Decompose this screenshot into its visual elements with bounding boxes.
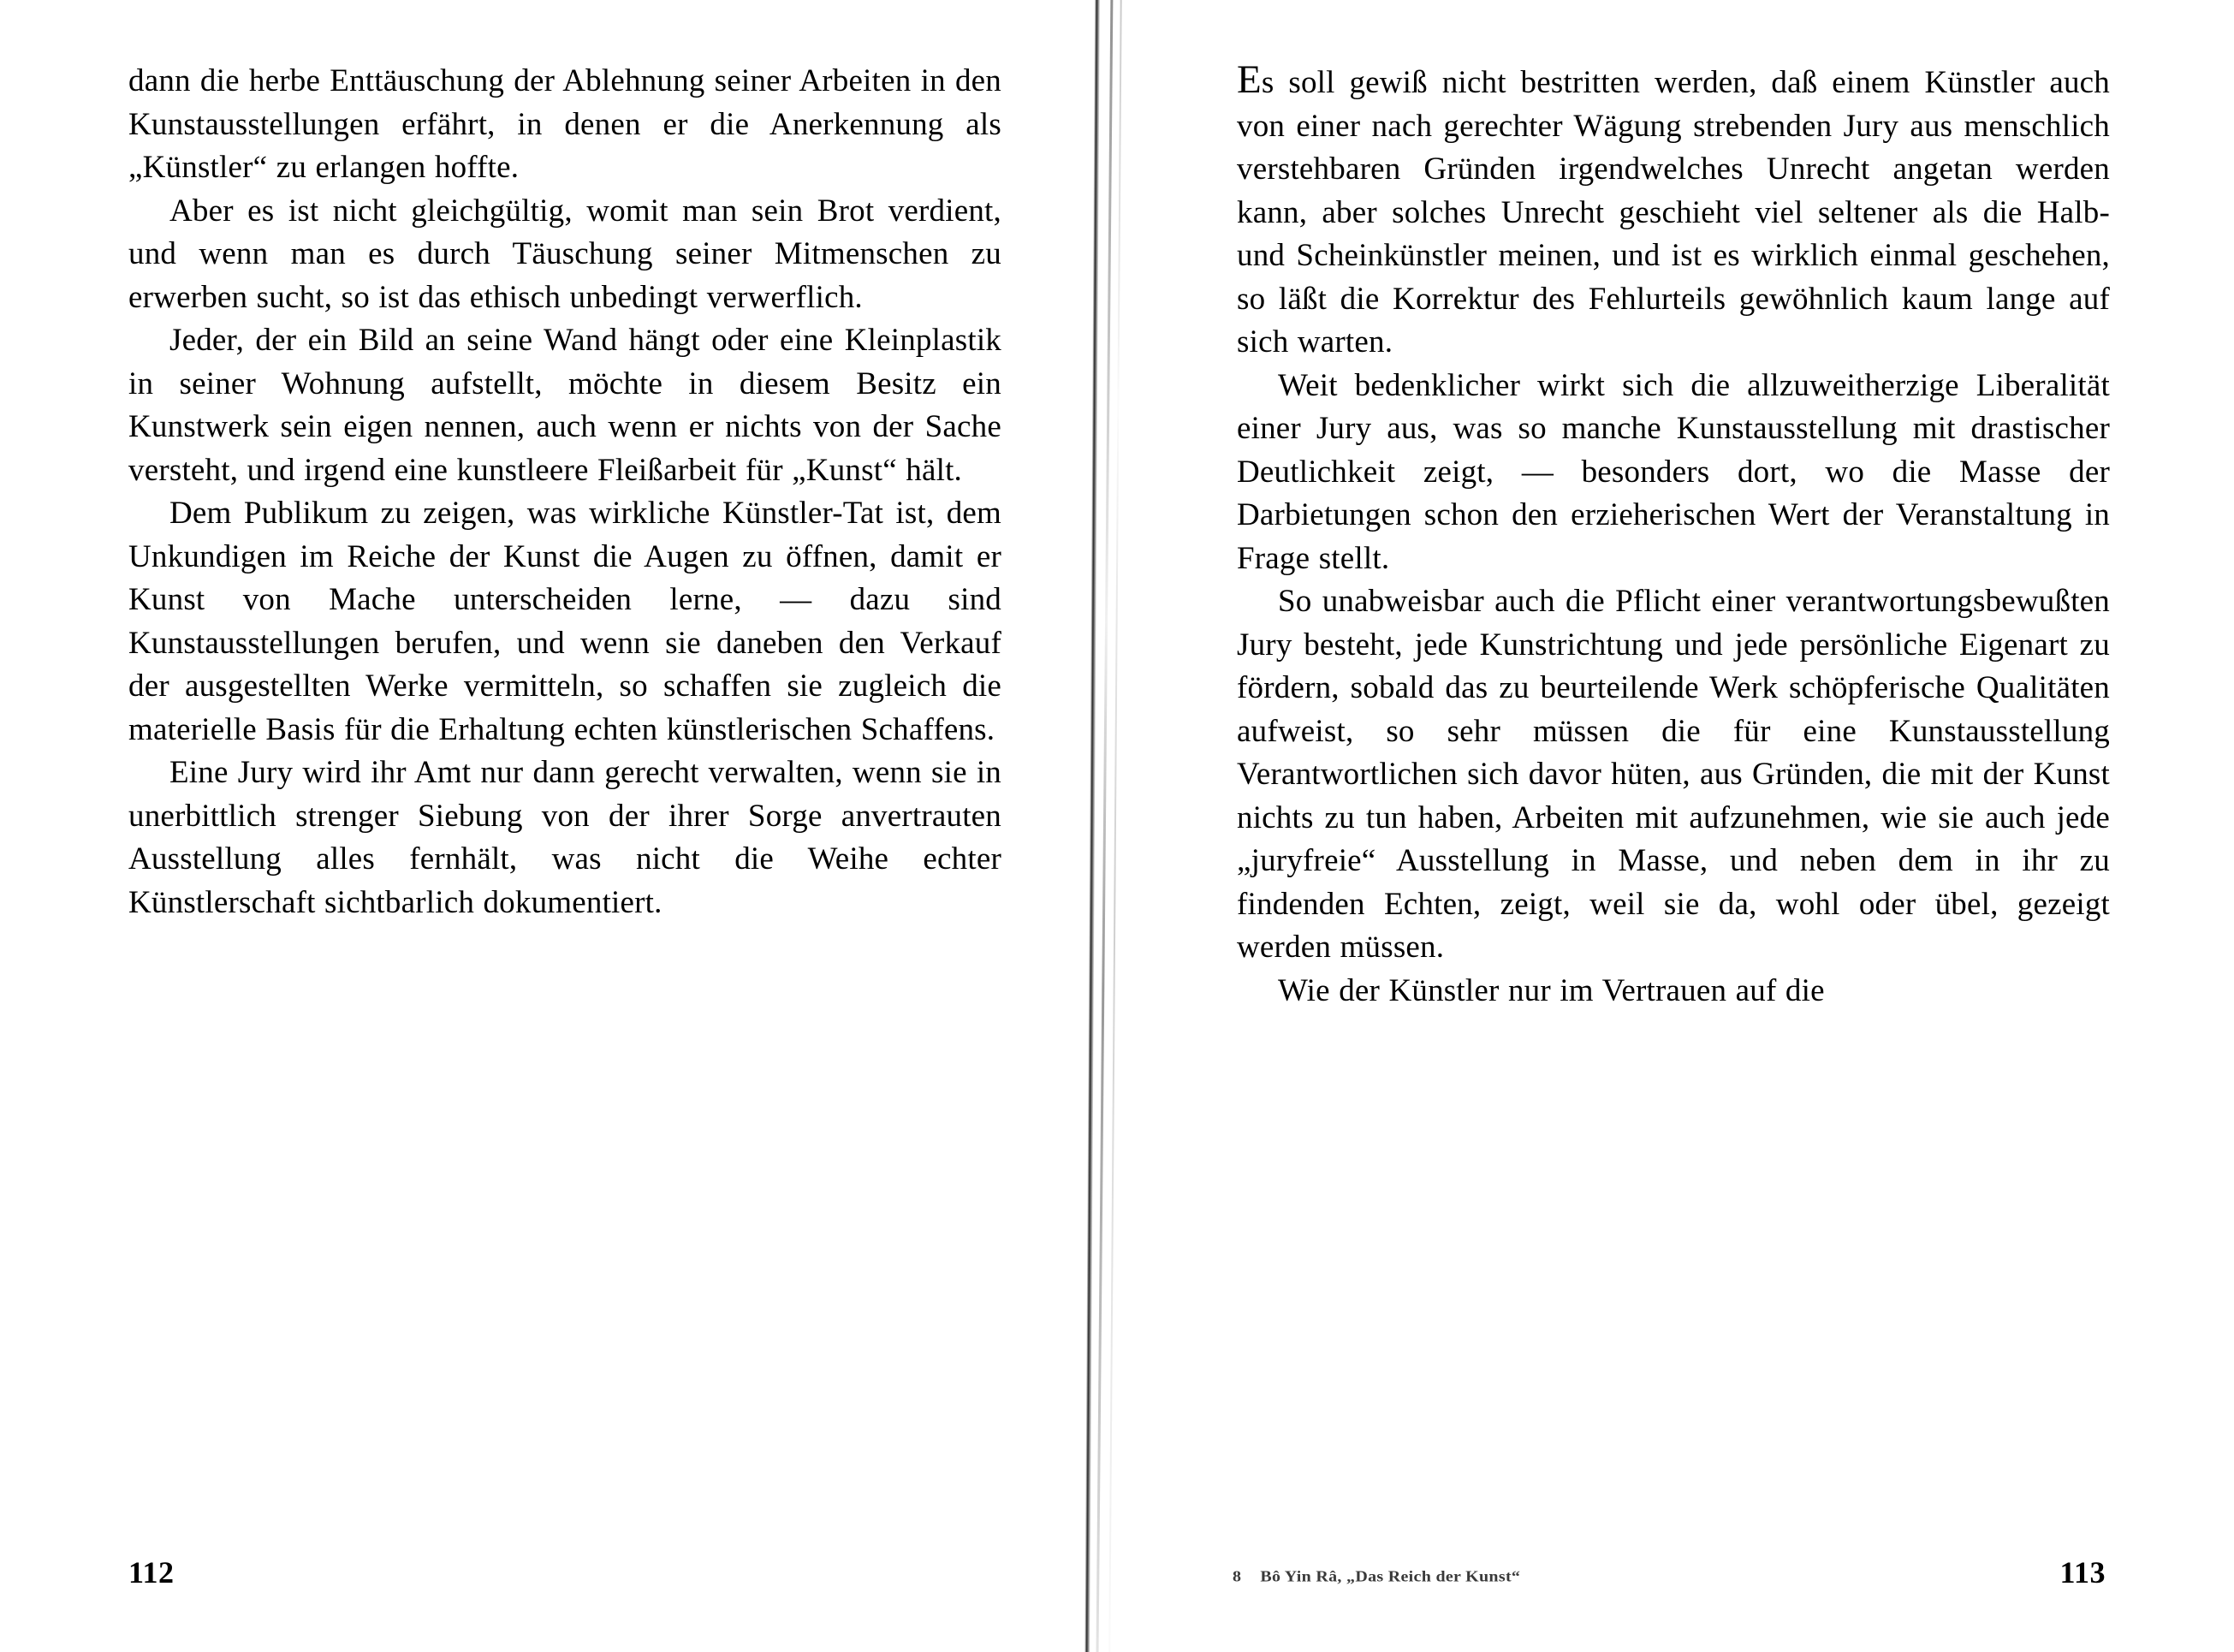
drop-cap: E [1237,57,1262,102]
paragraph: Eine Jury wird ihr Amt nur dann gerecht verwalten, wenn sie in unerbittlich strenger Siebung von der ihrer Sorge anvertrauten Ausstellung alles fernhält, was nicht die Weihe echter Künstlerschaft sichtbarlich dokumentiert. [128,755,1001,920]
paragraph: Dem Publikum zu zeigen, was wirkliche Künstler-Tat ist, dem Unkundigen im Reiche der Kunst die Augen zu öffnen, damit er Kunst von Mache unterscheiden lerne, — dazu sind Kunstausstellungen berufen, und wenn sie daneben den Verkauf der ausgestellten Werke vermitteln, so schaffen sie zugleich die materielle Basis für die Erhaltung echten künstlerischen Schaffens. [128,496,1001,747]
left-page-text-column [128,60,1001,924]
paragraph: dann die herbe Enttäuschung der Ablehnung seiner Arbeiten in den Kunstausstellungen erfährt, in denen er die Anerkennung als „Künstler“ zu erlangen hoffte. [128,63,1001,185]
paragraph-text: s soll gewiß nicht bestritten werden, daß einem Künstler auch von einer nach gerechter Wägung strebenden Jury aus menschlich verstehbaren Gründen irgendwelches Unrecht angetan werden kann, aber solches Unrecht geschieht viel seltener als die Halb- und Scheinkünstler meinen, und ist es wirklich einmal geschehen, so läßt die Korrektur des Fehlurteils gewöhnlich kaum lange auf sich warten. [1237,65,2110,360]
paragraph: Aber es ist nicht gleichgültig, womit man sein Brot verdient, und wenn man es durch Täuschung seiner Mitmenschen zu erwerben sucht, so ist das ethisch unbedingt verwerflich. [128,193,1001,315]
running-footer-text: Bô Yin Râ, „Das Reich der Kunst“ [1260,1567,1521,1586]
page-number-left: 112 [128,1555,175,1590]
paragraph-with-dropcap [1237,57,2110,365]
paragraph: Wie der Künstler nur im Vertrauen auf die [1278,972,1825,1008]
paragraph: Jeder, der ein Bild an seine Wand hängt oder eine Kleinplastik in seiner Wohnung aufstellt, möchte in diesem Besitz ein Kunstwerk sein eigen nennen, auch wenn er nichts von der Sache versteht, und irgend eine kunstleere Fleißarbeit für „Kunst“ hält. [128,323,1001,488]
page-number-right: 113 [2059,1555,2106,1590]
paragraph: So unabweisbar auch die Pflicht einer verantwortungsbewußten Jury besteht, jede Kunstrichtung und jede persönliche Eigenart zu fördern, sobald das zu beurteilende Werk schöpferische Qualitäten aufweist, so sehr müssen die für eine Kunstausstellung Verantwortlichen sich davor hüten, aus Gründen, die mit der Kunst nichts zu tun haben, Arbeiten mit aufzunehmen, wie sie auch jede „juryfreie“ Ausstellung in Masse, und neben dem in ihr zu findenden Echten, zeigt, weil sie da, wohl oder übel, gezeigt werden müssen. [1237,584,2110,965]
signature-mark: 8 [1233,1567,1242,1586]
right-page-text-column [1237,57,2110,1013]
paragraph: Weit bedenklicher wirkt sich die allzuweitherzige Liberalität einer Jury aus, was so manche Kunstausstellung mit drastischer Deutlichkeit zeigt, — besonders dort, wo die Masse der Darbietungen schon den erzieherischen Wert der Veranstaltung in Frage stellt. [1237,367,2110,576]
left-page [0,0,1117,1643]
right-page [1117,0,2234,1643]
running-footer [1233,1568,1520,1586]
